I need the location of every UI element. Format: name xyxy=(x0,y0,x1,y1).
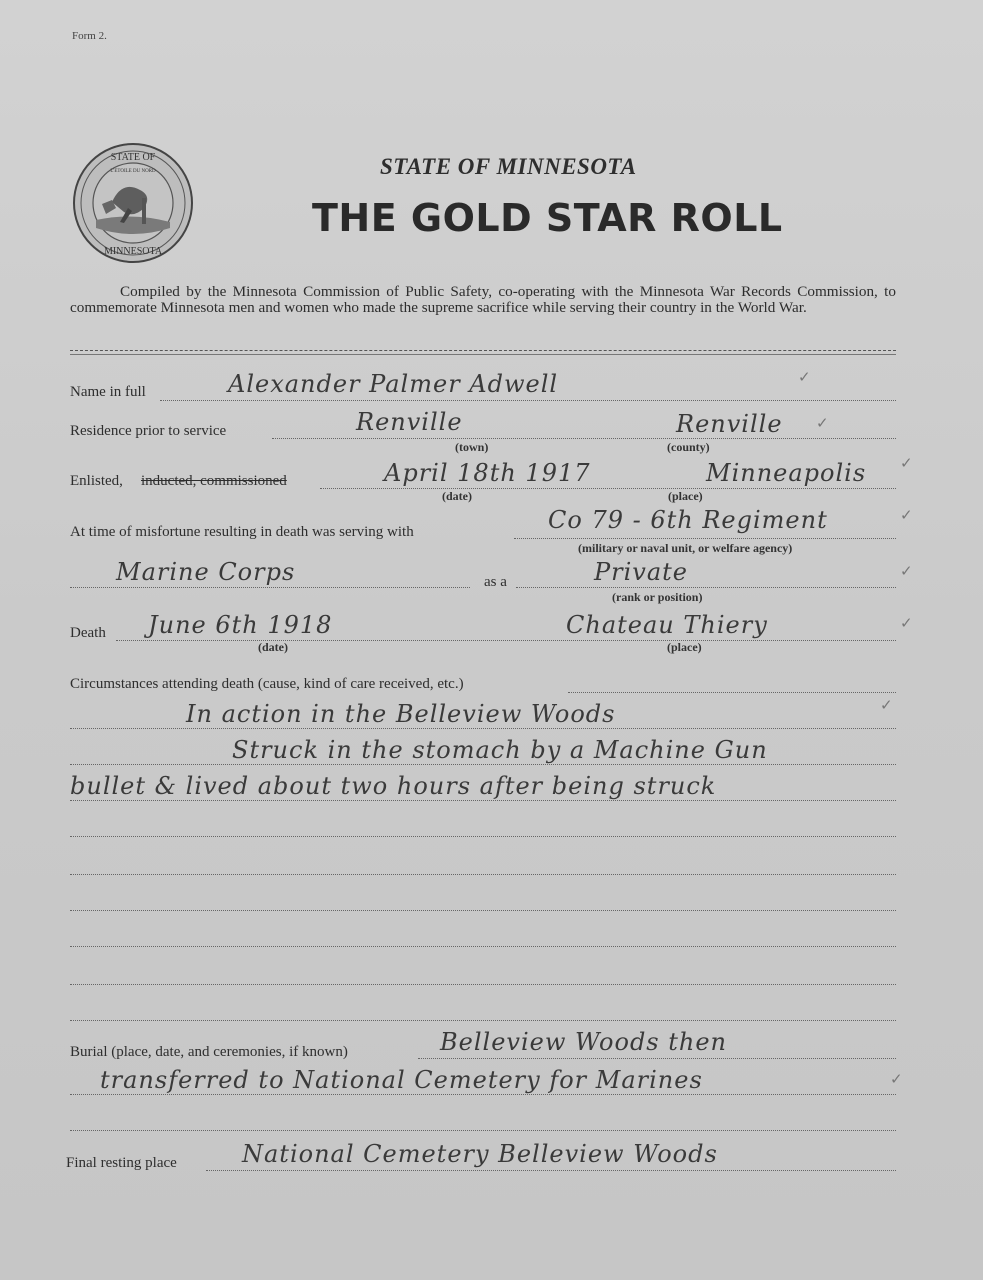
svg-text:L'ETOILE DU NORD: L'ETOILE DU NORD xyxy=(110,169,156,174)
separator-rule-2 xyxy=(70,354,896,355)
final-resting-label: Final resting place xyxy=(66,1155,177,1171)
enlisted-date: April 18th 1917 xyxy=(384,459,591,487)
serving-unit: Co 79 - 6th Regiment xyxy=(548,506,828,534)
rank-value: Private xyxy=(594,558,689,586)
county-sublabel: (county) xyxy=(667,440,710,454)
death-line xyxy=(116,640,896,641)
rank-sublabel: (rank or position) xyxy=(612,590,703,604)
death-date-sublabel: (date) xyxy=(258,640,288,654)
blank-line xyxy=(70,946,896,947)
circumstances-line-1 xyxy=(70,728,896,729)
blank-line xyxy=(70,1130,896,1131)
serving-label: At time of misfortune resulting in death was serving with xyxy=(70,524,414,540)
date-sublabel: (date) xyxy=(442,489,472,503)
circumstances-text-3: bullet & lived about two hours after being struck xyxy=(70,772,717,800)
enlisted-label: Enlisted, xyxy=(70,473,123,489)
branch-value: Marine Corps xyxy=(116,558,296,586)
death-date: June 6th 1918 xyxy=(148,611,333,639)
circumstances-text-2: Struck in the stomach by a Machine Gun xyxy=(232,736,768,764)
as-a-label: as a xyxy=(484,574,507,590)
blank-line xyxy=(70,1020,896,1021)
burial-line-2 xyxy=(70,1094,896,1095)
name-line xyxy=(160,400,896,401)
blank-line xyxy=(70,910,896,911)
blank-line xyxy=(70,874,896,875)
rank-line xyxy=(516,587,896,588)
burial-line-1 xyxy=(418,1058,896,1059)
check-mark: ✓ xyxy=(900,562,913,580)
name-value: Alexander Palmer Adwell xyxy=(228,370,559,398)
death-label: Death xyxy=(70,625,106,641)
place-sublabel: (place) xyxy=(668,489,703,503)
death-place-sublabel: (place) xyxy=(667,640,702,654)
burial-text-1: Belleview Woods then xyxy=(440,1028,728,1056)
state-of-minnesota-seal-icon xyxy=(72,142,194,264)
blank-line xyxy=(70,984,896,985)
unit-sublabel: (military or naval unit, or welfare agency) xyxy=(578,541,793,555)
separator-rule xyxy=(70,350,896,351)
burial-label: Burial (place, date, and ceremonies, if known) xyxy=(70,1044,348,1060)
circumstances-text-1: In action in the Belleview Woods xyxy=(186,700,616,728)
name-label: Name in full xyxy=(70,384,146,400)
residence-line xyxy=(272,438,896,439)
blank-line xyxy=(70,836,896,837)
circumstances-line-3 xyxy=(70,800,896,801)
residence-town: Renville xyxy=(356,408,463,436)
check-mark: ✓ xyxy=(900,614,913,632)
state-heading: STATE OF MINNESOTA xyxy=(380,154,637,179)
check-mark: ✓ xyxy=(816,414,829,432)
death-place: Chateau Thiery xyxy=(566,611,768,639)
burial-text-2: transferred to National Cemetery for Marines xyxy=(100,1066,703,1094)
form-number: Form 2. xyxy=(72,30,107,42)
town-sublabel: (town) xyxy=(455,440,489,454)
enlisted-line xyxy=(320,488,896,489)
check-mark: ✓ xyxy=(900,506,913,524)
svg-text:MINNESOTA: MINNESOTA xyxy=(103,246,163,257)
check-mark: ✓ xyxy=(900,454,913,472)
svg-text:STATE OF: STATE OF xyxy=(110,152,156,163)
enlisted-place: Minneapolis xyxy=(706,459,867,487)
enlisted-struck-text: inducted, commissioned xyxy=(141,473,287,489)
circumstances-line-0 xyxy=(568,692,896,693)
intro-paragraph: Compiled by the Minnesota Commission of Public Safety, co-operating with the Minnesota War Records Commission, to commemorate Minnesota men and women who made the supreme sacrifice while serving their country in the World War. xyxy=(70,283,896,316)
check-mark: ✓ xyxy=(880,696,893,714)
branch-line xyxy=(70,587,470,588)
serving-line xyxy=(514,538,896,539)
check-mark: ✓ xyxy=(890,1070,903,1088)
residence-county: Renville xyxy=(676,410,783,438)
check-mark: ✓ xyxy=(798,368,811,386)
form-title: THE GOLD STAR ROLL xyxy=(312,196,783,240)
final-resting-value: National Cemetery Belleview Woods xyxy=(242,1140,718,1168)
residence-label: Residence prior to service xyxy=(70,423,227,439)
final-resting-line xyxy=(206,1170,896,1171)
circumstances-label: Circumstances attending death (cause, kind of care received, etc.) xyxy=(70,676,464,692)
circumstances-line-2 xyxy=(70,764,896,765)
